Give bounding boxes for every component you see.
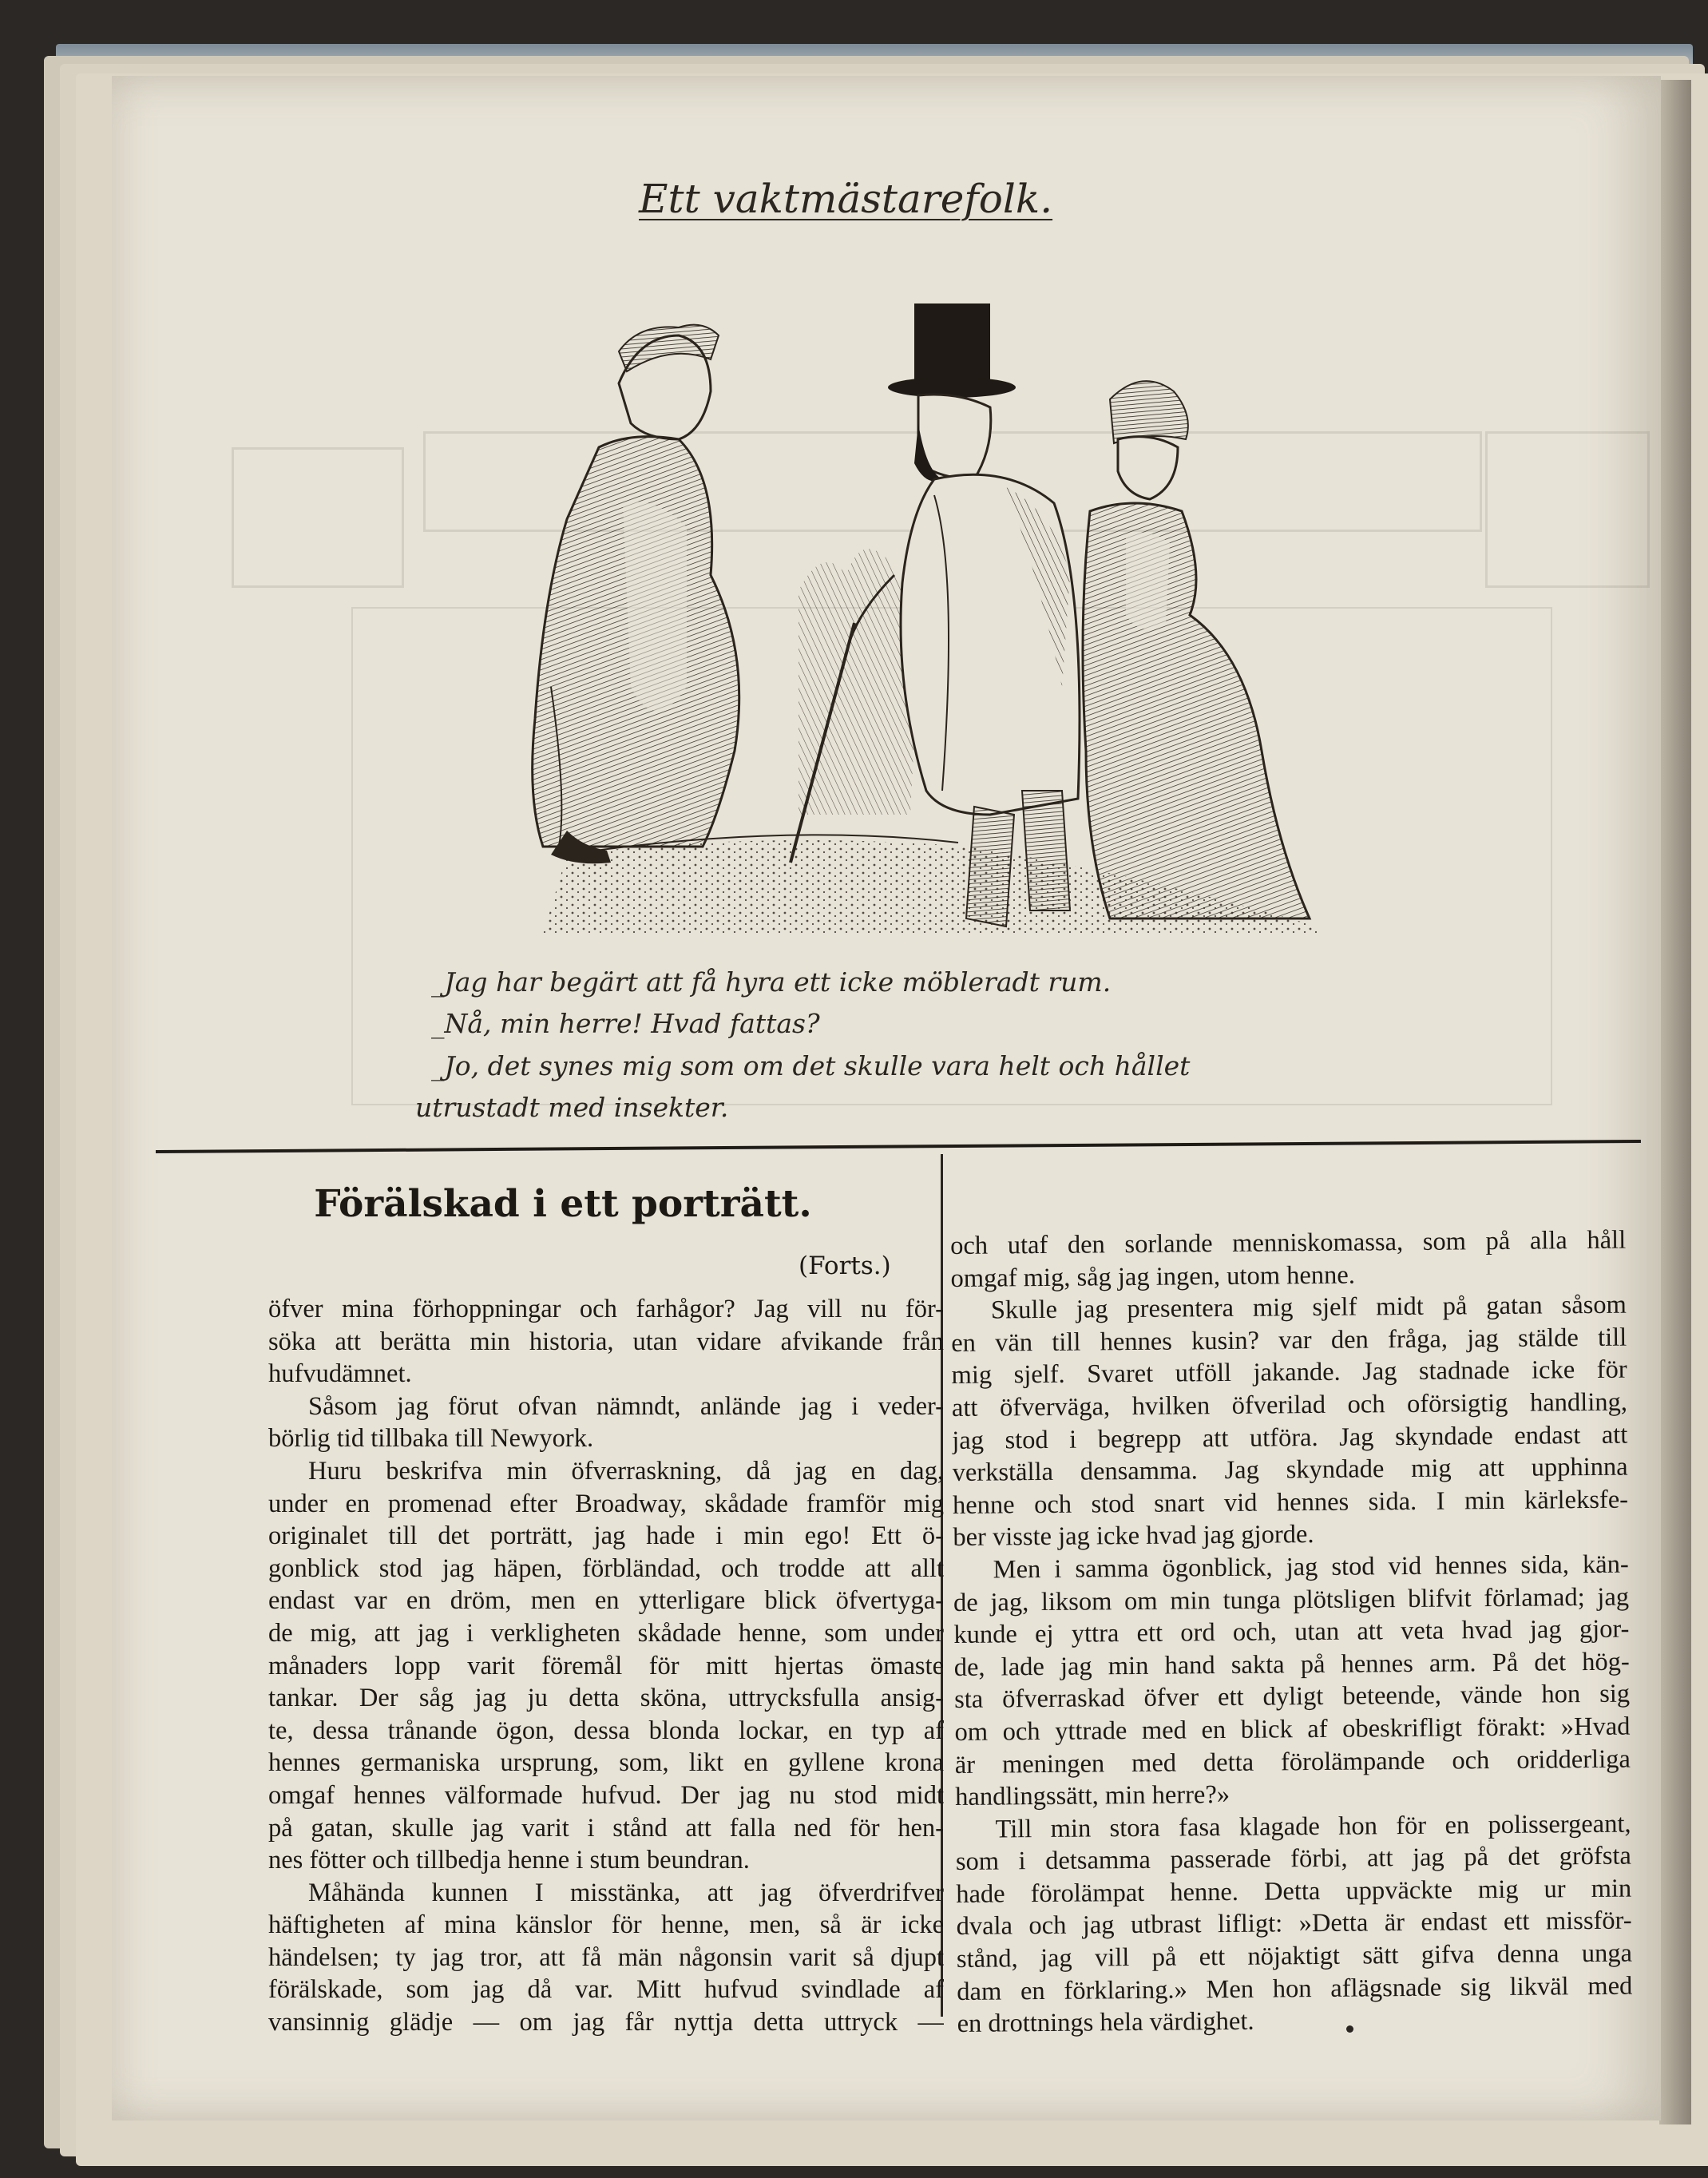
text-line: hennes germaniska ursprung, som, likt en gyllene krona xyxy=(268,1748,944,1778)
text-line: hade förolämpat henne. Detta uppväckte mig ur min xyxy=(956,1874,1632,1909)
engraving-illustration xyxy=(447,240,1334,934)
text-line: kunde ej yttra ett ord och, utan att veta hvad jag gjor- xyxy=(953,1614,1630,1650)
text-line: ber visste jag icke hvad jag gjorde. xyxy=(953,1520,1314,1553)
text-line: börlig tid tillbaka till Newyork. xyxy=(268,1424,594,1454)
text-line: stånd, jag vill på ett nöjaktigt sätt gifva denna unga xyxy=(956,1938,1633,1974)
continued-marker: (Forts.) xyxy=(799,1252,891,1280)
text-line: dvala och jag utbrast lifligt: »Detta är endast ett missför- xyxy=(956,1906,1632,1942)
text-line: te, dessa trånande ögon, dessa blonda lockar, en typ af xyxy=(268,1716,944,1745)
top-hat xyxy=(914,303,990,387)
text-line: en vän till hennes kusin? var den fråga, jag stälde till xyxy=(951,1323,1627,1358)
article-column-left xyxy=(268,1293,944,2039)
text-line: originalet till det porträtt, jag hade i min ego! Ett ö- xyxy=(268,1521,944,1551)
text-line: öfver mina förhoppningar och farhågor? Jag vill nu för- xyxy=(268,1295,944,1323)
text-line: på gatan, skulle jag varit i stånd att falla ned för hen- xyxy=(268,1813,944,1843)
text-line: Såsom jag förut ofvan nämndt, anlände jag i veder- xyxy=(308,1391,944,1421)
text-line: sta öfverraskad öfver ett dyligt beteende, vände hon sig xyxy=(953,1679,1631,1715)
text-line: månaders lopp varit föremål för mitt hjertas ömaste xyxy=(268,1651,944,1680)
background-bush xyxy=(799,549,918,815)
article-column-right xyxy=(950,1224,1633,2041)
illustration-caption-line-3: _Jo, det synes mig som om det skulle vara helt och hållet xyxy=(431,1050,1191,1081)
text-line: henne och stod snart vid hennes sida. I min kärleksfe- xyxy=(952,1485,1629,1520)
illustration-title: Ett vaktmästarefolk. xyxy=(639,176,1053,222)
show-through-box-right xyxy=(1485,431,1650,588)
text-line: förälskade, som jag då var. Mitt hufvud svindlade af xyxy=(268,1975,944,2005)
text-line: som i detsamma passerade förbi, att jag på det gröfsta xyxy=(955,1841,1632,1877)
text-line: är meningen med detta förolämpande och oridderliga xyxy=(954,1744,1631,1779)
text-line: en drottnings hela värdighet. xyxy=(957,2006,1254,2039)
text-line: omgaf hennes välformade hufvud. Der jag nu stod midt xyxy=(268,1780,944,1810)
illustration-caption-line-4: utrustadt med insekter. xyxy=(415,1092,729,1123)
illustration-caption-line-2: _Nå, min herre! Hvad fattas? xyxy=(431,1008,820,1039)
text-line: Men i samma ögonblick, jag stod vid hennes sida, kän- xyxy=(993,1549,1629,1585)
text-line: händelsen; ty jag tror, att få män någonsin varit så djupt xyxy=(268,1942,944,1972)
text-line: handlingssätt, min herre?» xyxy=(955,1780,1230,1812)
text-line: jag stod i begrepp att utföra. Jag skyndade endast att xyxy=(952,1420,1628,1455)
woman-left-figure xyxy=(533,325,739,864)
text-line: söka att berätta min historia, utan vidare afvikande från xyxy=(268,1327,944,1356)
text-line: att öfverväga, hvilken öfverilad och oförsigtig handling, xyxy=(951,1387,1628,1422)
text-line: dam en förklaring.» Men hon aflägsnade sig likväl med xyxy=(957,1971,1633,2006)
text-line: och utaf den sorlande menniskomassa, som på alla håll xyxy=(950,1225,1627,1260)
text-line: de jag, liksom om min tunga plötsligen blifvit förlamad; jag xyxy=(953,1582,1630,1617)
show-through-box-left xyxy=(232,447,404,588)
text-line: gonblick stod jag häpen, förbländad, och trodde att allt xyxy=(268,1553,944,1583)
text-line: mig sjelf. Svaret utföll jakande. Jag stadnade icke för xyxy=(951,1355,1627,1391)
woman-right-figure xyxy=(1083,381,1310,918)
text-line: tankar. Der såg jag ju detta sköna, uttrycksfulla ansig- xyxy=(268,1684,944,1713)
text-line: under en promenad efter Broadway, skådade framför mig xyxy=(268,1489,944,1518)
text-line: Måhända kunnen I misstänka, att jag öfverdrifver xyxy=(308,1878,944,1907)
text-line: verkställa densamma. Jag skyndade mig att upphinna xyxy=(952,1452,1628,1488)
page-gutter-shadow xyxy=(1659,80,1691,2124)
text-line: omgaf mig, såg jag ingen, utom henne. xyxy=(950,1260,1356,1293)
article-title: Förälskad i ett porträtt. xyxy=(314,1182,812,1226)
text-line: de, lade jag min hand sakta på hennes arm. På det hög- xyxy=(953,1647,1630,1682)
text-line: hufvudämnet. xyxy=(268,1359,412,1389)
text-line: nes fötter och tillbedja henne i stum beundran. xyxy=(268,1846,750,1875)
ink-dot xyxy=(1346,2025,1353,2033)
text-line: endast var en dröm, men en ytterligare blick öfvertyga- xyxy=(268,1586,944,1616)
text-line: Skulle jag presentera mig sjelf midt på gatan såsom xyxy=(990,1290,1627,1325)
text-line: Huru beskrifva min öfverraskning, då jag en dag, xyxy=(308,1456,944,1486)
text-line: de mig, att jag i verkligheten skådade henne, som under xyxy=(268,1618,944,1648)
text-line: om och yttrade med en blick af obeskrifligt förakt: »Hvad xyxy=(954,1712,1631,1747)
text-line: Till min stora fasa klagade hon för en polissergeant, xyxy=(995,1809,1631,1844)
text-line: vansinnig glädje — om jag får nyttja detta uttryck — xyxy=(268,2008,944,2037)
illustration-caption-line-1: _Jag har begärt att få hyra ett icke möbleradt rum. xyxy=(431,966,1112,998)
text-line: häftigheten af mina känslor för henne, men, så är icke xyxy=(268,1910,944,1940)
